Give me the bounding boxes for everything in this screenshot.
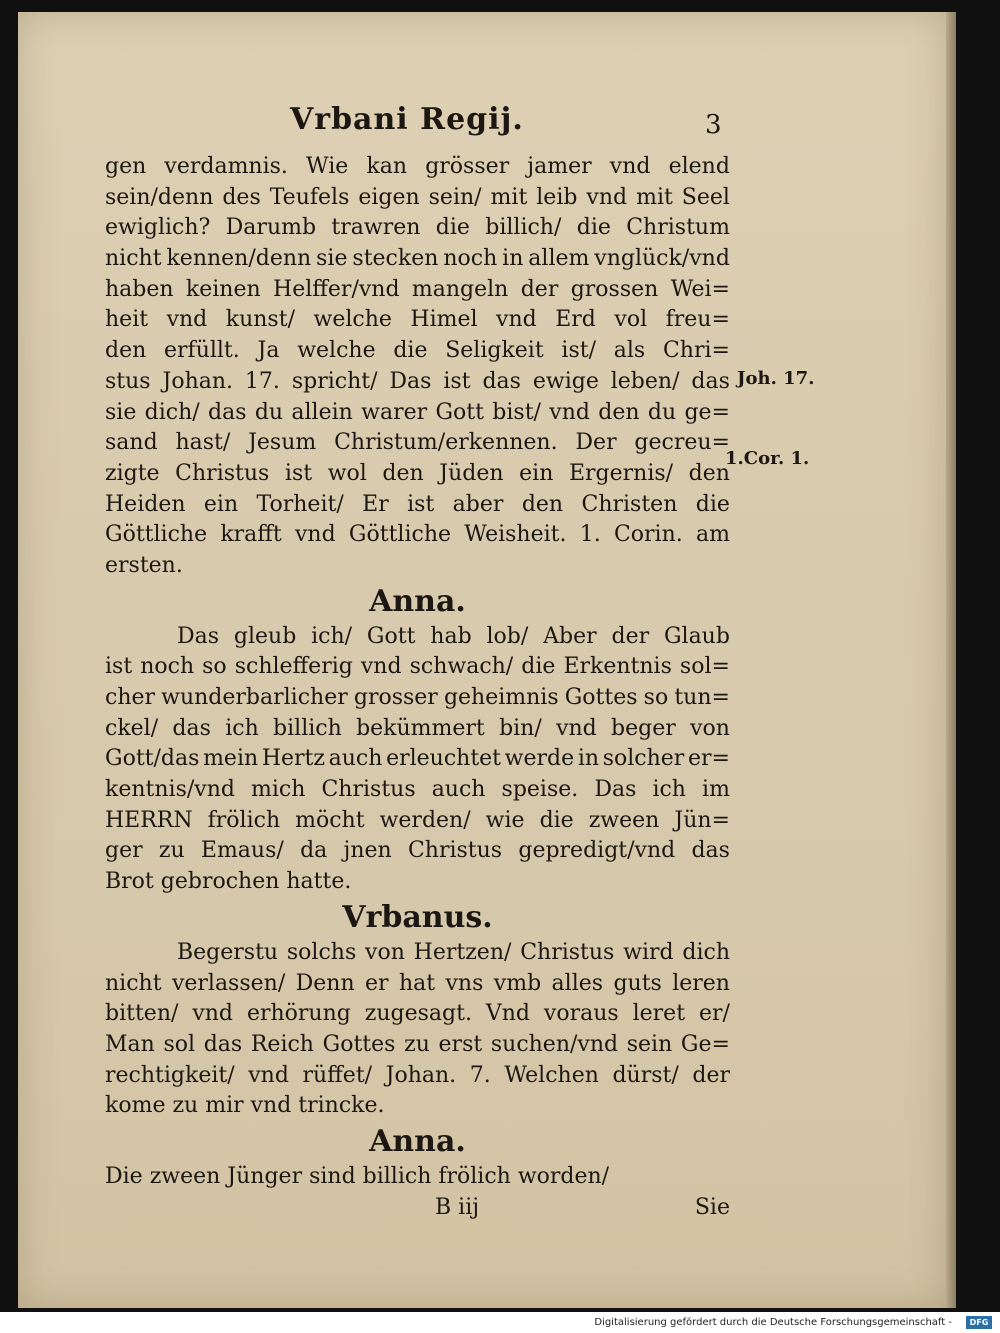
text-line: Heiden ein Torheit/ Er ist aber den Christen die (105, 491, 730, 517)
speaker-heading: Vrbanus. (342, 899, 493, 935)
text-line: sie dich/ das du allein warer Gott bist/ vnd den du ge= (105, 399, 730, 425)
text-line: den erfüllt. Ja welche die Seligkeit ist/ als Chri= (105, 338, 730, 364)
text-line: stus Johan. 17. spricht/ Das ist das ewige leben/ das (105, 368, 730, 394)
margin-note-corinthians: 1.Cor. 1. (725, 448, 810, 469)
text-line: ckel/ das ich billich bekümmert bin/ vnd beger von (105, 715, 730, 741)
digitization-credit: Digitalisierung gefördert durch die Deutsche Forschungsgemeinschaft - (594, 1317, 952, 1328)
signature-mark: B iij (435, 1194, 480, 1220)
footer-line (105, 1193, 730, 1224)
page-number: 3 (705, 110, 722, 140)
text-line: rechtigkeit/ vnd rüffet/ Johan. 7. Welchen dürst/ der (105, 1062, 730, 1088)
text-line: kome zu mir vnd trincke. (105, 1093, 385, 1119)
text-line: Begerstu solchs von Hertzen/ Christus wird dich (177, 939, 730, 965)
text-line: Brot gebrochen hatte. (105, 869, 352, 895)
text-line: Die zween Jünger sind billich frölich worden/ (105, 1163, 610, 1189)
text-line: cher wunderbarlicher grosser geheimnis Gottes so tun= (105, 685, 730, 710)
text-line: ewiglich? Darumb trawren die billich/ die Christum (105, 215, 730, 241)
text-line: haben keinen Helffer/vnd mangeln der grossen Wei= (105, 276, 730, 302)
text-line: zigte Christus ist wol den Jüden ein Ergernis/ den (105, 460, 730, 486)
speaker-heading: Anna. (369, 1123, 466, 1159)
text-line: Göttliche krafft vnd Göttliche Weisheit. 1. Corin. am (105, 522, 730, 548)
body-text (105, 152, 730, 1223)
text-line: sand hast/ Jesum Christum/erkennen. Der gecreu= (105, 430, 730, 456)
text-line: Das gleub ich/ Gott hab lob/ Aber der Glaub (177, 623, 730, 649)
text-line: Gott/das mein Hertz auch erleuchtet werde in solcher er= (105, 746, 730, 772)
text-line: heit vnd kunst/ welche Himel vnd Erd vol freu= (105, 307, 730, 333)
speaker-heading: Anna. (369, 583, 466, 619)
catchword: Sie (694, 1194, 730, 1220)
margin-note-john: Joh. 17. (737, 368, 815, 389)
text-line: ger zu Emaus/ da jnen Christus gepredigt/vnd das (105, 838, 730, 864)
text-line: kentnis/vnd mich Christus auch speise. Das ich im (105, 777, 730, 803)
dfg-logo: DFG (966, 1316, 992, 1329)
text-line: Man sol das Reich Gottes zu erst suchen/vnd sein Ge= (105, 1031, 730, 1057)
text-line: ist noch so schlefferig vnd schwach/ die Erkentnis sol= (105, 654, 730, 680)
text-line: HERRN frölich möcht werden/ wie die zween Jün= (105, 807, 730, 833)
page-edge (946, 12, 956, 1308)
text-line: nicht kennen/denn sie stecken noch in allem vnglück/vnd (105, 246, 730, 272)
text-line: ersten. (105, 552, 183, 578)
running-title: Vrbani Regij. (290, 102, 524, 137)
text-line: nicht verlassen/ Denn er hat vns vmb alles guts leren (105, 970, 730, 996)
text-line: sein/denn des Teufels eigen sein/ mit leib vnd mit Seel (105, 184, 730, 210)
text-line: bitten/ vnd erhörung zugesagt. Vnd voraus leret er/ (105, 1001, 730, 1027)
text-line: gen verdamnis. Wie kan grösser jamer vnd elend (105, 154, 730, 179)
